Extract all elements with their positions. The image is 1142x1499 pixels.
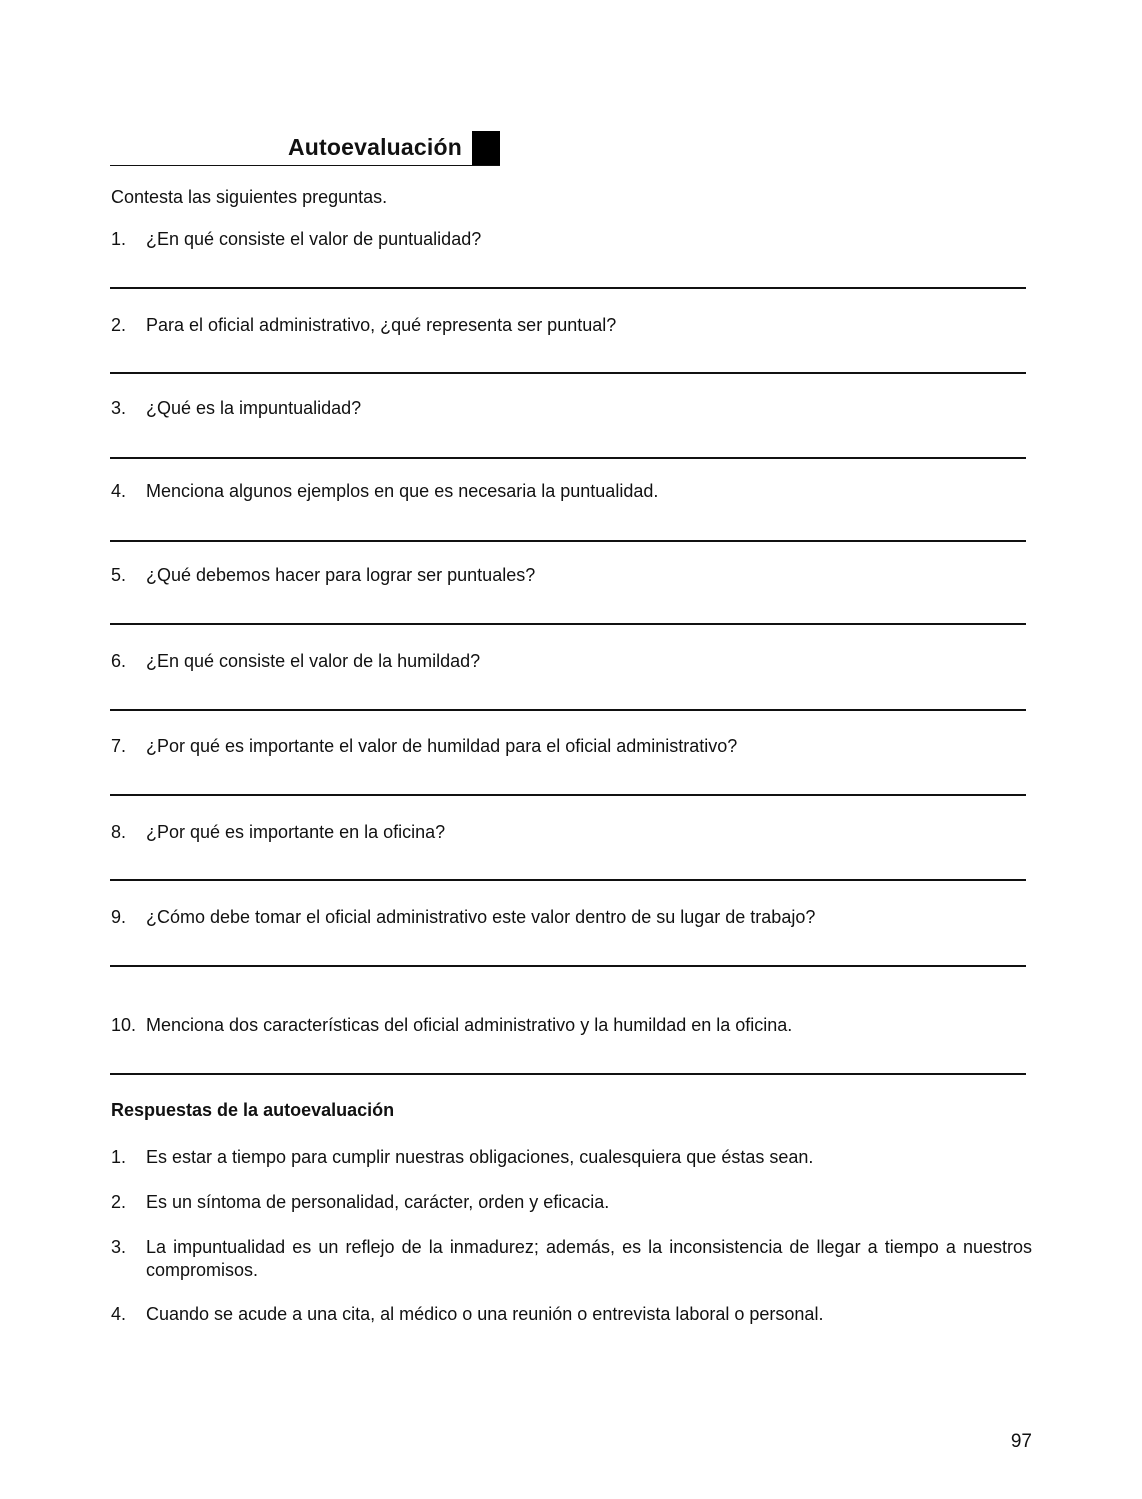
question-text: Menciona dos características del oficial administrativo y la humildad en la oficina. bbox=[146, 1015, 793, 1035]
question-item bbox=[111, 565, 535, 586]
question-item bbox=[111, 907, 815, 928]
question-item bbox=[111, 398, 361, 419]
question-text: Menciona algunos ejemplos en que es necesaria la puntualidad. bbox=[146, 481, 659, 501]
page-number: 97 bbox=[1010, 1431, 1032, 1452]
question-text: ¿Qué es la impuntualidad? bbox=[146, 398, 362, 418]
answer-item bbox=[111, 1303, 1032, 1326]
answer-line[interactable] bbox=[110, 457, 1026, 459]
answer-item bbox=[111, 1236, 1032, 1282]
answers-heading: Respuestas de la autoevaluación bbox=[111, 1100, 395, 1120]
question-number: 8. bbox=[111, 822, 127, 842]
answer-line[interactable] bbox=[110, 879, 1026, 881]
answer-line[interactable] bbox=[110, 1073, 1026, 1075]
answer-line[interactable] bbox=[110, 965, 1026, 967]
heading-black-block bbox=[472, 131, 500, 165]
answer-number: 4. bbox=[111, 1304, 127, 1324]
question-text: ¿Qué debemos hacer para lograr ser puntuales? bbox=[146, 565, 536, 585]
question-number: 10. bbox=[111, 1015, 137, 1035]
question-number: 6. bbox=[111, 651, 127, 671]
question-item bbox=[111, 822, 445, 843]
answer-number: 2. bbox=[111, 1192, 127, 1212]
answer-line[interactable] bbox=[110, 372, 1026, 374]
answer-text: Cuando se acude a una cita, al médico o una reunión o entrevista laboral o personal. bbox=[146, 1304, 824, 1324]
question-number: 9. bbox=[111, 907, 127, 927]
answer-text: Es un síntoma de personalidad, carácter, orden y eficacia. bbox=[146, 1192, 610, 1212]
section-heading bbox=[110, 131, 500, 166]
question-number: 3. bbox=[111, 398, 127, 418]
section-title: Autoevaluación bbox=[287, 134, 462, 160]
answer-item bbox=[111, 1191, 1032, 1214]
answer-number: 3. bbox=[111, 1237, 127, 1257]
instructions-text: Contesta las siguientes preguntas. bbox=[111, 187, 388, 207]
answer-number: 1. bbox=[111, 1147, 127, 1167]
question-text: ¿Por qué es importante el valor de humildad para el oficial administrativo? bbox=[146, 736, 738, 756]
question-item bbox=[111, 229, 481, 250]
question-text: ¿En qué consiste el valor de la humildad? bbox=[146, 651, 481, 671]
question-number: 1. bbox=[111, 229, 127, 249]
answer-item bbox=[111, 1146, 1032, 1169]
question-item bbox=[111, 736, 737, 757]
question-item bbox=[111, 651, 480, 672]
question-text: ¿Por qué es importante en la oficina? bbox=[146, 822, 446, 842]
answer-line[interactable] bbox=[110, 287, 1026, 289]
answer-text: Es estar a tiempo para cumplir nuestras obligaciones, cualesquiera que éstas sean. bbox=[146, 1147, 814, 1167]
question-number: 2. bbox=[111, 315, 127, 335]
question-number: 5. bbox=[111, 565, 127, 585]
answer-line[interactable] bbox=[110, 794, 1026, 796]
answer-line[interactable] bbox=[110, 540, 1026, 542]
question-item bbox=[111, 481, 658, 502]
answer-line[interactable] bbox=[110, 623, 1026, 625]
question-text: Para el oficial administrativo, ¿qué representa ser puntual? bbox=[146, 315, 617, 335]
question-text: ¿En qué consiste el valor de puntualidad? bbox=[146, 229, 482, 249]
question-text: ¿Cómo debe tomar el oficial administrativo este valor dentro de su lugar de trabajo? bbox=[146, 907, 816, 927]
question-number: 7. bbox=[111, 736, 127, 756]
question-item bbox=[111, 315, 616, 336]
answer-text: La impuntualidad es un reflejo de la inmadurez; además, es la inconsistencia de llegar a tiempo a nuestros compromisos. bbox=[146, 1237, 1032, 1280]
question-item bbox=[111, 1015, 792, 1036]
question-number: 4. bbox=[111, 481, 127, 501]
answer-line[interactable] bbox=[110, 709, 1026, 711]
